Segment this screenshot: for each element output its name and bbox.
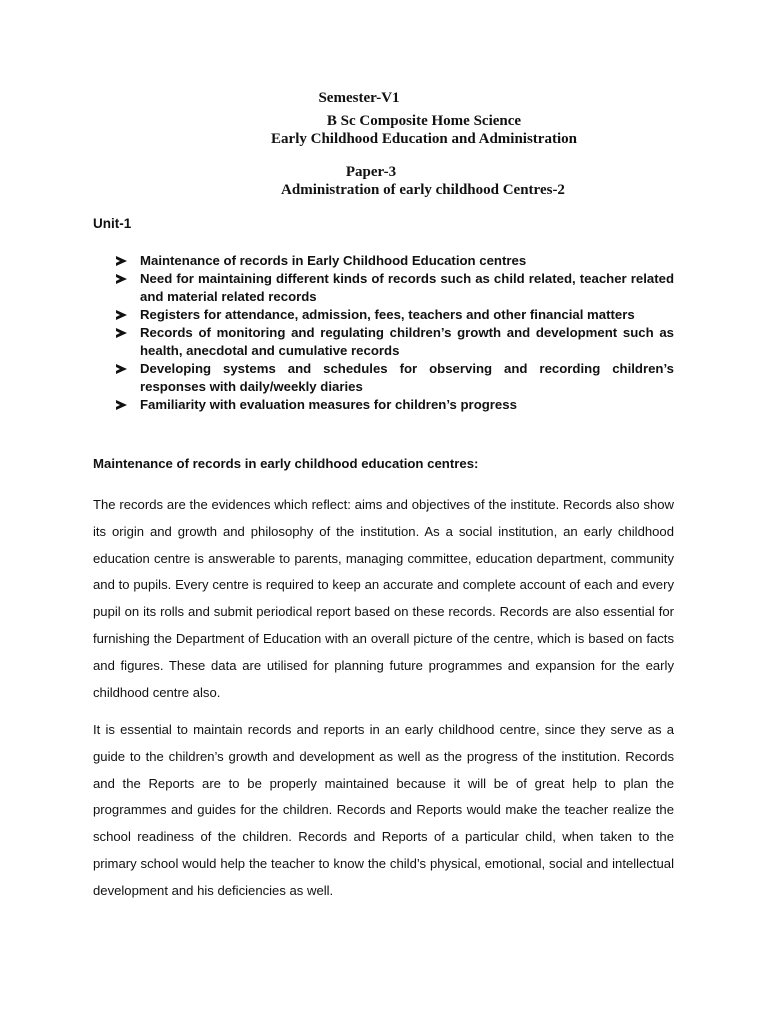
arrow-bullet-icon xyxy=(116,256,127,266)
list-item-text: Registers for attendance, admission, fees, teachers and other financial matters xyxy=(140,307,635,322)
body-paragraph-2: It is essential to maintain records and reports in an early childhood centre, since they serve as a guide to the children’s growth and development as well as the progress of the institution. Records and the Reports are to be properly maintained because it will be of great help to plan the programmes and guides for the children. Records and Reports would make the teacher realize the school readiness of the children. Records and Reports of a particular child, when taken to the primary school would help the teacher to know the child’s physical, emotional, social and intellectual development and his deficiencies as well. xyxy=(93,722,674,898)
list-item xyxy=(116,270,674,306)
list-item-text: Records of monitoring and regulating children’s growth and development such as health, anecdotal and cumulative records xyxy=(140,325,674,358)
list-item-text: Maintenance of records in Early Childhood Education centres xyxy=(140,253,527,268)
programme-title: B Sc Composite Home Science xyxy=(326,113,522,129)
section-heading: Maintenance of records in early childhood education centres: xyxy=(93,456,479,471)
list-item xyxy=(116,252,674,270)
body-paragraph-1: The records are the evidences which reflect: aims and objectives of the institute. Records also show its origin and growth and philosophy of the institution. As a social institution, an early childhood education centre is answerable to parents, managing committee, education department, community and to pupils. Every centre is required to keep an accurate and complete account of each and every pupil on its rolls and submit periodical report based on these records. Records are also essential for furnishing the Department of Education with an overall picture of the centre, which is based on facts and figures. These data are utilised for planning future programmes and expansion for the early childhood centre also. xyxy=(93,497,674,700)
objectives-list xyxy=(116,252,674,414)
list-item xyxy=(116,306,674,324)
arrow-bullet-icon xyxy=(116,328,127,338)
arrow-bullet-icon xyxy=(116,310,127,320)
list-item-text: Familiarity with evaluation measures for children’s progress xyxy=(140,397,517,412)
list-item xyxy=(116,324,674,360)
list-item-text: Developing systems and schedules for observing and recording children’s responses with daily/weekly diaries xyxy=(140,361,674,394)
semester-title: Semester-V1 xyxy=(318,90,400,106)
arrow-bullet-icon xyxy=(116,400,127,410)
paper-number: Paper-3 xyxy=(345,164,397,180)
list-item xyxy=(116,360,674,396)
paper-title: Administration of early childhood Centres-2 xyxy=(281,182,565,198)
unit-title: Unit-1 xyxy=(93,216,132,231)
list-item-text: Need for maintaining different kinds of records such as child related, teacher related and material related records xyxy=(140,271,674,304)
arrow-bullet-icon xyxy=(116,364,127,374)
arrow-bullet-icon xyxy=(116,274,127,284)
subject-title: Early Childhood Education and Administration xyxy=(271,131,577,147)
list-item xyxy=(116,396,674,414)
